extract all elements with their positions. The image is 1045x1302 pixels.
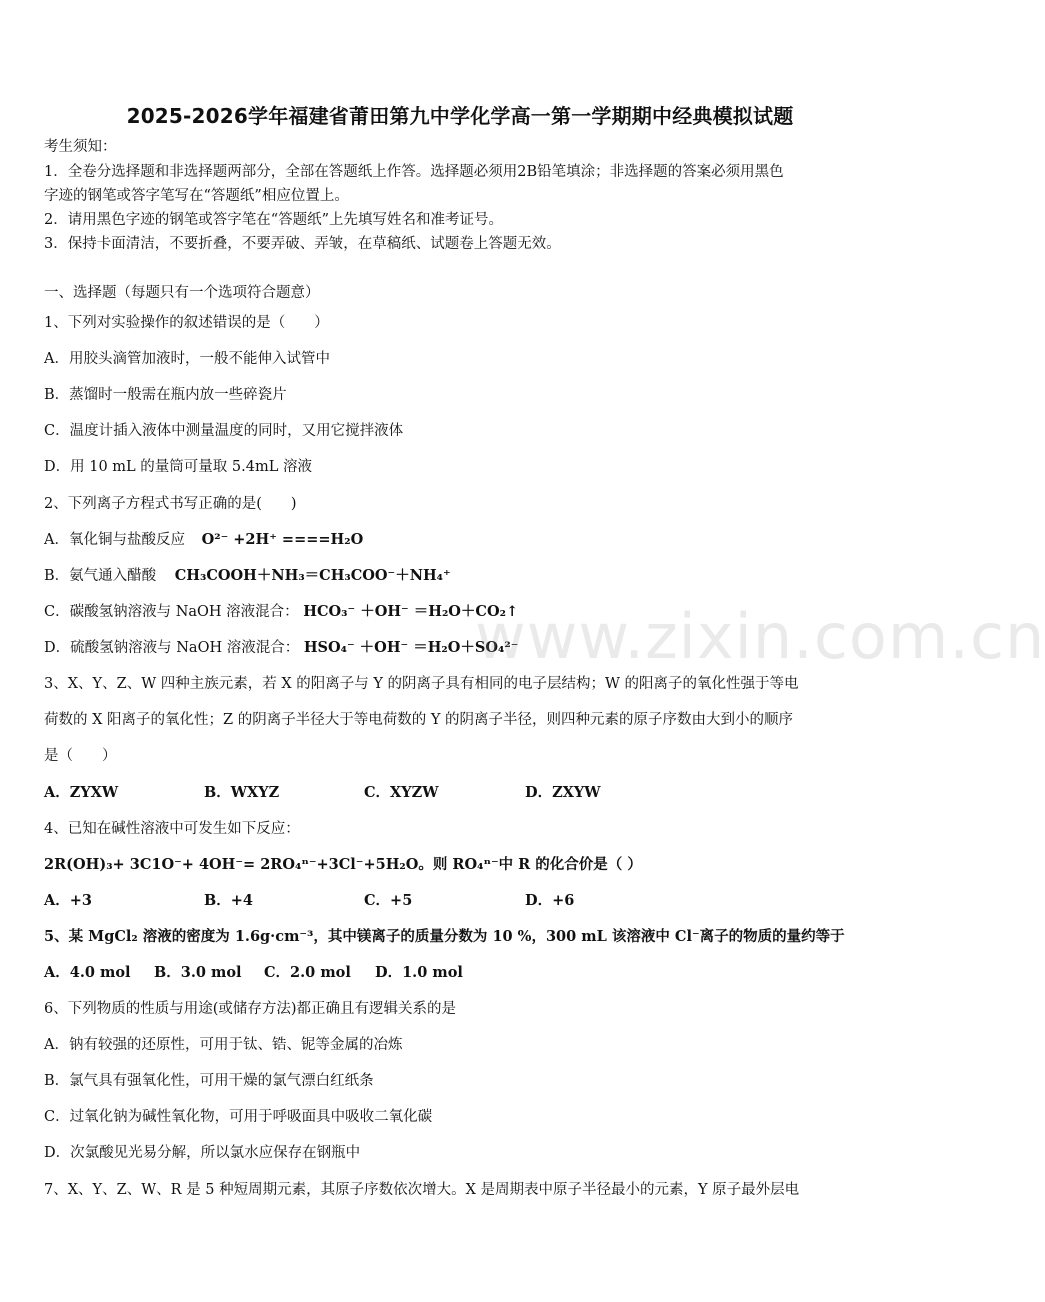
question-6-stem: 6、下列物质的性质与用途(或储存方法)都正确且有逻辑关系的是 — [44, 1001, 457, 1017]
question-6-option-a: A．钠有较强的还原性，可用于钛、锆、铌等金属的冶炼 — [44, 1037, 403, 1053]
question-6-option-c: C．过氧化钠为碱性氧化物，可用于呼吸面具中吸收二氧化碳 — [44, 1109, 433, 1125]
question-1-option-a: A．用胶头滴管加液时，一般不能伸入试管中 — [44, 351, 330, 367]
equation: O²⁻ +2H⁺ ====H₂O — [201, 531, 364, 548]
question-4-equation: 2R(OH)₃+ 3C1O⁻+ 4OH⁻= 2RO₄ⁿ⁻+3Cl⁻+5H₂O。则 RO₄ⁿ⁻中 R 的化合价是（ ） — [44, 856, 642, 873]
equation: HCO₃⁻ ＋OH⁻ ＝H₂O＋CO₂↑ — [303, 603, 519, 620]
page-title: 2025-2026学年福建省莆田第九中学化学高一第一学期期中经典模拟试题 — [126, 104, 794, 128]
question-1-option-c: C．温度计插入液体中测量温度的同时，又用它搅拌液体 — [44, 423, 404, 439]
option-label: A．氧化铜与盐酸反应 — [44, 532, 185, 548]
question-3-option-a: A．ZYXW — [44, 784, 119, 801]
question-3-option-b: B．WXYZ — [204, 784, 280, 801]
question-3-option-d: D．ZXYW — [525, 784, 601, 801]
question-4-stem: 4、已知在碱性溶液中可发生如下反应： — [44, 821, 300, 837]
question-3-stem-line: 是（ ） — [44, 748, 117, 764]
question-2-stem: 2、下列离子方程式书写正确的是( ) — [44, 496, 297, 512]
question-3-stem-line: 荷数的 X 阳离子的氧化性；Z 的阴离子半径大于等电荷数的 Y 的阴离子半径，则四种元素的原子序数由大到小的顺序 — [44, 712, 794, 728]
question-5-option-d: D．1.0 mol — [375, 964, 463, 981]
question-1-option-d: D．用 10 mL 的量筒可量取 5.4mL 溶液 — [44, 459, 312, 475]
equation: HSO₄⁻ ＋OH⁻ ＝H₂O＋SO₄²⁻ — [303, 639, 519, 656]
question-5-option-b: B．3.0 mol — [154, 964, 242, 981]
notice-item: 2．请用黑色字迹的钢笔或答字笔在“答题纸”上先填写姓名和准考证号。 — [44, 212, 504, 228]
notice-item: 3．保持卡面清洁，不要折叠，不要弄破、弄皱，在草稿纸、试题卷上答题无效。 — [44, 236, 561, 252]
question-4-option-c: C．+5 — [364, 892, 413, 909]
question-4-option-b: B．+4 — [204, 892, 253, 909]
question-5-option-c: C．2.0 mol — [264, 964, 351, 981]
question-6-option-b: B．氯气具有强氧化性，可用干燥的氯气漂白红纸条 — [44, 1073, 374, 1089]
question-3-stem-line: 3、X、Y、Z、W 四种主族元素，若 X 的阳离子与 Y 的阴离子具有相同的电子层结构；W 的阳离子的氧化性强于等电 — [44, 676, 799, 692]
question-7-stem: 7、X、Y、Z、W、R 是 5 种短周期元素，其原子序数依次增大。X 是周期表中原子半径最小的元素，Y 原子最外层电 — [44, 1182, 800, 1198]
question-1-stem: 1、下列对实验操作的叙述错误的是（ ） — [44, 315, 329, 331]
question-3-option-c: C．XYZW — [364, 784, 439, 801]
option-label: C．碳酸氢钠溶液与 NaOH 溶液混合： — [44, 604, 299, 620]
question-2-option-a — [44, 529, 882, 551]
question-4-option-a: A．+3 — [44, 892, 92, 909]
question-5-option-a: A．4.0 mol — [44, 964, 131, 981]
option-label: B．氨气通入醋酸 — [44, 568, 157, 584]
watermark: www.zixin.com.cn — [475, 600, 1045, 673]
notice-item: 1．全卷分选择题和非选择题两部分，全部在答题纸上作答。选择题必须用2B铅笔填涂；非选择题的答案必须用黑色 — [44, 164, 784, 180]
option-label: D．硫酸氢钠溶液与 NaOH 溶液混合： — [44, 640, 300, 656]
notice-heading: 考生须知： — [44, 139, 117, 155]
question-5-stem: 5、某 MgCl₂ 溶液的密度为 1.6g·cm⁻³，其中镁离子的质量分数为 10 %，300 mL 该溶液中 Cl⁻离子的物质的量约等于 — [44, 928, 845, 945]
section-heading: 一、选择题（每题只有一个选项符合题意） — [44, 285, 320, 301]
question-2-option-b — [44, 565, 882, 587]
notice-item: 字迹的钢笔或答字笔写在“答题纸”相应位置上。 — [44, 188, 349, 204]
question-4-option-d: D．+6 — [525, 892, 575, 909]
equation: CH₃COOH＋NH₃＝CH₃COO⁻＋NH₄⁺ — [174, 567, 451, 584]
question-1-option-b: B．蒸馏时一般需在瓶内放一些碎瓷片 — [44, 387, 287, 403]
question-6-option-d: D．次氯酸见光易分解，所以氯水应保存在钢瓶中 — [44, 1145, 361, 1161]
